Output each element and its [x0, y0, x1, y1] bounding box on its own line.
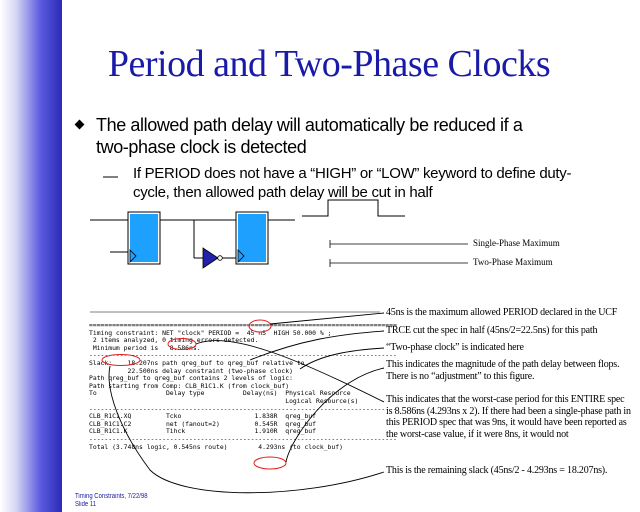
- report-col-header-2: Logical Resource(s): [89, 396, 359, 405]
- report-row: CLB_R1C1.C2 net (fanout=2) 0.545R qreg_buf: [89, 419, 317, 428]
- report-items: 2 items analyzed, 0 timing errors detected.: [89, 336, 259, 345]
- annotation-two-phase: “Two-phase clock” is indicated here: [386, 342, 524, 353]
- report-rule: --------------------------------------------------------------------------------: [89, 404, 397, 413]
- clock-waveform: [302, 200, 405, 216]
- inverter-icon: [203, 248, 218, 268]
- report-slack: Slack: 18.207ns path qreg_buf to qreg_buf relative to: [89, 358, 305, 367]
- timing-report: [89, 322, 397, 451]
- inverter-bubble: [218, 256, 223, 261]
- footer-line-1: Timing Constraints, 7/22/98: [75, 493, 148, 500]
- report-slack-constraint: 22.500ns delay constraint (two-phase clock): [89, 366, 293, 375]
- report-rule: --------------------------------------------------------------------------------: [89, 351, 397, 360]
- report-total: Total (3.748ns logic, 0.545ns route) 4.293ns (to clock_buf): [89, 442, 343, 451]
- report-constraint: Timing constraint: NET "clock" PERIOD = 45 nS HIGH 50.000 % ;: [89, 328, 332, 337]
- annotation-path-delay: This indicates the magnitude of the path delay between flops. There is no “adjustment” to this figure.: [386, 359, 620, 382]
- two-phase-label: Two-Phase Maximum: [473, 257, 553, 267]
- report-path: Path qreg_buf to qreg_buf contains 2 levels of logic:: [89, 374, 293, 383]
- slide-footer: [75, 493, 175, 509]
- annotation-spec-halved: TRCE cut the spec in half (45ns/2=22.5ns) for this path: [386, 325, 598, 336]
- report-row: CLB_R1C1.XQ Tcko 1.838R qreg_buf: [89, 412, 317, 421]
- single-phase-label: Single-Phase Maximum: [473, 238, 560, 248]
- annotation-worst-case: This indicates that the worst-case period for this ENTIRE spec is 8.586ns (4.293ns x 2). If there had been a single-phase path in this PERIOD spec that was 9ns, it would have been reported as the worst-case value, if it were 8ns, it would not: [386, 394, 631, 440]
- annotation-slack: This is the remaining slack (45ns/2 - 4.293ns = 18.207ns).: [386, 465, 608, 476]
- report-min-period: Minimum period is 8.586ns.: [89, 343, 201, 352]
- report-row: CLB_R1C1.K Tihck 1.910R qreg_buf: [89, 427, 317, 436]
- main-bullet: The allowed path delay will automatically be reduced if a two-phase clock is detected: [96, 115, 523, 157]
- report-path-start: Path starting from Comp: CLB_R1C1.K (from clock_buf): [89, 381, 290, 390]
- flop-2: [238, 214, 266, 262]
- report-rule: ================================================================================: [89, 321, 397, 329]
- annotation-period: 45ns is the maximum allowed PERIOD declared in the UCF: [386, 307, 618, 318]
- flop-1: [130, 214, 158, 262]
- report-col-header: To Delay type Delay(ns) Physical Resource: [89, 389, 351, 398]
- sub-bullet-dash: —: [103, 168, 118, 185]
- footer-line-2: Slide 11: [75, 501, 97, 508]
- sub-bullet: If PERIOD does not have a “HIGH” or “LOW” keyword to define duty-cycle, then allowed path delay will be cut in half: [133, 165, 572, 201]
- slide-title: Period and Two-Phase Clocks: [107, 43, 551, 85]
- report-rule: --------------------------------------------------------------------------------: [89, 434, 397, 443]
